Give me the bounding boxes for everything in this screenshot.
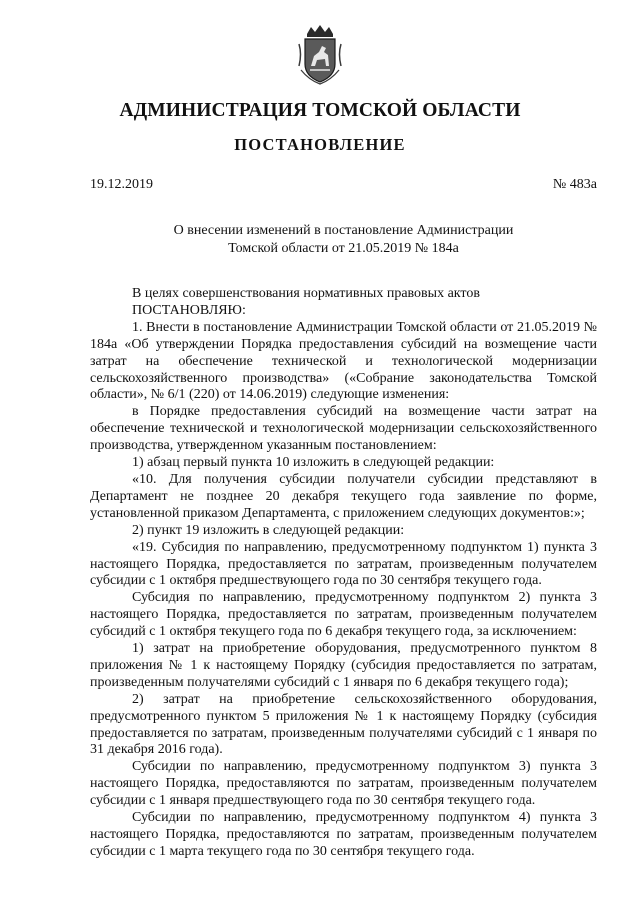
paragraph: 2) пункт 19 изложить в следующей редакции:	[132, 522, 405, 538]
paragraph: Субсидии по направлению, предусмотренному подпунктом 3) пункта 3 настоящего Порядка, предоставляются по затратам, произведенным получателем субсидии с 1 января предшествующего года по 30 сентября текущего года.	[90, 759, 597, 809]
paragraph: В целях совершенствования нормативных правовых актов	[132, 286, 480, 301]
paragraph: 1) затрат на приобретение оборудования, предусмотренного пунктом 8 приложения № 1 к настоящему Порядку (субсидия предоставляется по затратам, произведенным получателями субсидий с 1 января по 6 декабря текущего года);	[90, 641, 597, 690]
paragraph: Субсидия по направлению, предусмотренному подпунктом 2) пункта 3 настоящего Порядка, предоставляется по затратам, произведенным получателем субсидий с 1 октября текущего года по 6 декабря текущего года, за исключением:	[90, 590, 597, 640]
document-body	[90, 286, 597, 861]
paragraph: в Порядке предоставления субсидий на возмещение части затрат на обеспечение технической и технологической модернизации сельскохозяйственного производства, утвержденном указанным постановлением:	[90, 404, 597, 454]
paragraph: «19. Субсидия по направлению, предусмотренному подпунктом 1) пункта 3 настоящего Порядка, предоставляется по затратам, произведенным получателем субсидии с 1 октября предшествующего года по 30 сентября текущего года.	[90, 539, 597, 589]
paragraph: 1. Внести в постановление Администрации Томской области от 21.05.2019 № 184а «Об утверждении Порядка предоставления субсидий на возмещение части затрат на обеспечение технической и технологической модернизации сельскохозяйственного производства» («Собрание законодательства Томской области», № 6/1 (220) от 14.06.2019) следующие изменения:	[90, 319, 597, 403]
paragraph: 2) затрат на приобретение сельскохозяйственного оборудования, предусмотренного пунктом 5 приложения № 1 к настоящему Порядку (субсидия предоставляется по затратам, произведенным получателями субсидий с 1 января по 31 декабря 2016 года).	[90, 691, 597, 758]
document-date: 19.12.2019	[90, 177, 153, 192]
subject-line: Томской области от 21.05.2019 № 184а	[228, 240, 459, 256]
paragraph: Субсидии по направлению, предусмотренному подпунктом 4) пункта 3 настоящего Порядка, предоставляются по затратам, произведенным получателем субсидии с 1 марта текущего года по 30 сентября текущего года.	[90, 810, 597, 859]
agency-title: АДМИНИСТРАЦИЯ ТОМСКОЙ ОБЛАСТИ	[119, 100, 521, 121]
document-number: № 483а	[552, 177, 597, 192]
paragraph: 1) абзац первый пункта 10 изложить в следующей редакции:	[132, 455, 495, 471]
subject-line: О внесении изменений в постановление Администрации	[173, 223, 514, 238]
document-type: ПОСТАНОВЛЕНИЕ	[234, 135, 406, 154]
paragraph: «10. Для получения субсидии получатели субсидии представляют в Департамент не позднее 20 декабря текущего года заявление по форме, установленной приказом Департамента, с приложением следующих документов:»;	[90, 471, 597, 521]
document-subject	[90, 222, 597, 257]
paragraph: ПОСТАНОВЛЯЮ:	[132, 302, 246, 318]
tomsk-region-coat-of-arms-icon	[297, 24, 343, 86]
